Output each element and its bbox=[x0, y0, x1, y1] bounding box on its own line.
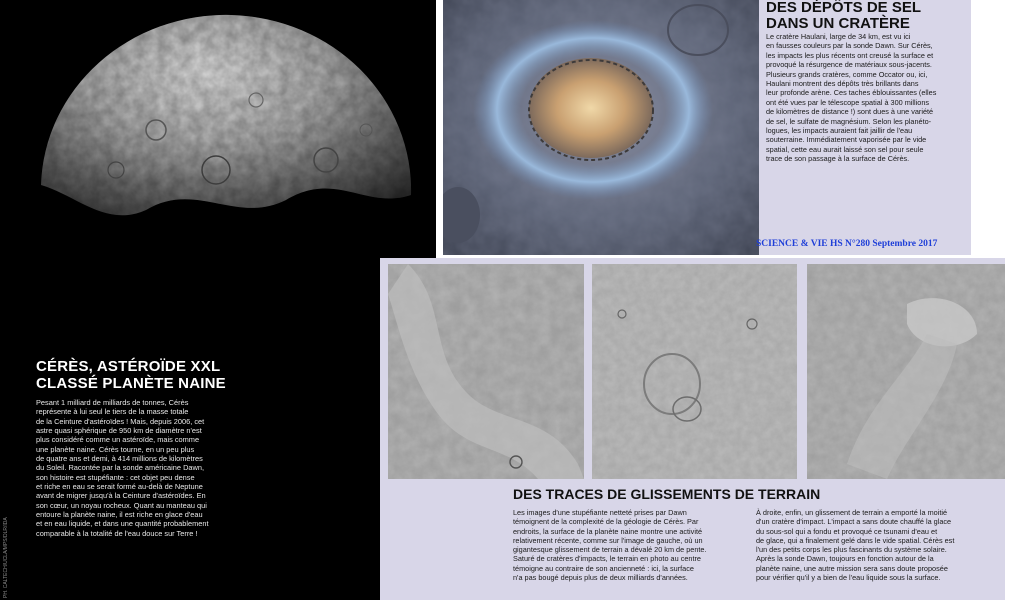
magazine-reference: SCIENCE & VIE HS N°280 Septembre 2017 bbox=[756, 239, 938, 249]
body-line: et riche en eau se serait formé au-delà de Neptune bbox=[36, 482, 203, 492]
landslide-body-column-1 bbox=[513, 508, 743, 582]
body-line: son histoire est stupéfiante : cet objet peu dense bbox=[36, 472, 195, 482]
body-line: astre quasi sphérique de 950 km de diamètre n'est bbox=[36, 426, 202, 436]
body-line: de sel, le sulfate de magnésium. Selon les planéto- bbox=[766, 116, 932, 126]
body-line: Saturé de cratères d'impacts, le terrain en photo au centre bbox=[513, 554, 701, 564]
left-title-line: CLASSÉ PLANÈTE NAINE bbox=[36, 375, 226, 392]
body-line: gigantesque glissement de terrain a dévalé 20 km de pente. bbox=[513, 545, 707, 555]
body-line: du sous-sol qui a fondu et provoqué ce tsunami d'eau et bbox=[756, 526, 938, 536]
body-line: endroits, la surface de la planète naine montre une activité bbox=[513, 526, 703, 536]
body-line: spatial, cette eau aurait laissé son sel pour seule bbox=[766, 144, 924, 154]
crater-article-body bbox=[766, 32, 966, 164]
crater-title-line: DANS UN CRATÈRE bbox=[766, 15, 910, 32]
left-article-body bbox=[36, 398, 240, 538]
body-line: souterraine. Immédiatement vaporisée par le vide bbox=[766, 135, 927, 145]
body-line: comparable à la totalité de l'eau douce sur Terre ! bbox=[36, 528, 198, 538]
body-line: de la Ceinture d'astéroïdes ! Mais, depuis 2006, cet bbox=[36, 416, 205, 426]
body-line: relativement récente, comme sur l'image de gauche, où un bbox=[513, 535, 703, 545]
body-line: et en eau liquide, et dans une quantité probablement bbox=[36, 519, 209, 529]
body-line: provoqué la résurgence de matériaux sous-jacents. bbox=[766, 60, 932, 70]
body-line: ont été vues par le télescope spatial à 300 millions bbox=[766, 97, 930, 107]
crater-article-title bbox=[766, 0, 966, 32]
body-line: une planète naine. Cérès tourne, en un peu plus bbox=[36, 444, 195, 454]
landslide-image-right bbox=[807, 264, 1005, 479]
ceres-half-image bbox=[36, 10, 416, 230]
body-line: en fausses couleurs par la sonde Dawn. Sur Cérès, bbox=[766, 41, 933, 51]
body-line: Pesant 1 milliard de milliards de tonnes, Cérès bbox=[36, 398, 189, 407]
body-line: représente à lui seul le tiers de la masse totale bbox=[36, 407, 189, 417]
left-article-title bbox=[36, 358, 336, 392]
body-line: logues, les impacts auraient fait jaillir de l'eau bbox=[766, 126, 913, 136]
body-line: trace de son passage à la surface de Cérès. bbox=[766, 154, 910, 164]
landslide-image-center bbox=[592, 264, 797, 479]
body-line: plus considéré comme un astéroïde, mais comme bbox=[36, 435, 200, 445]
body-line: d'un cratère d'impact. L'impact a sans doute chauffé la glace bbox=[756, 517, 952, 527]
body-line: avant de migrer jusqu'à la Ceinture d'astéroïdes. En bbox=[36, 491, 206, 501]
photo-credit: PH. CALTECH/UCLA/MPS/DLR/IDA bbox=[3, 517, 9, 598]
body-line: planète naine, une autre mission sera sans doute proposée bbox=[756, 563, 948, 573]
body-line: l'un des petits corps les plus fascinants du système solaire. bbox=[756, 545, 947, 555]
body-line: n'a pas bougé depuis plus de deux milliards d'années. bbox=[513, 573, 688, 583]
body-line: son cœur, un noyau rocheux. Quant au manteau qui bbox=[36, 500, 207, 510]
body-line: Le cratère Haulani, large de 34 km, est vu ici bbox=[766, 32, 911, 41]
body-line: du Soleil. Racontée par la sonde américaine Dawn, bbox=[36, 463, 205, 473]
body-line: Les images d'une stupéfiante netteté prises par Dawn bbox=[513, 508, 687, 517]
body-line: Plusieurs grands cratères, comme Occator ou, ici, bbox=[766, 69, 928, 79]
body-line: les impacts les plus récents ont creusé la surface et bbox=[766, 50, 934, 60]
landslide-body-column-2 bbox=[756, 508, 986, 582]
body-line: Après la sonde Dawn, toujours en fonction autour de la bbox=[756, 554, 934, 564]
landslide-article-title: DES TRACES DE GLISSEMENTS DE TERRAIN bbox=[513, 486, 821, 502]
body-line: de glace, qui a finalement gelé dans le vide spatial. Cérès est bbox=[756, 535, 955, 545]
body-line: de kilomètres de distance !) sont dues à une variété bbox=[766, 107, 934, 117]
left-title-line: CÉRÈS, ASTÉROÏDE XXL bbox=[36, 358, 221, 375]
body-line: À droite, enfin, un glissement de terrain a emporté la moitié bbox=[756, 508, 948, 517]
body-line: pour vérifier qu'il y a bien de l'eau liquide sous la surface. bbox=[756, 573, 941, 583]
haulani-crater-image bbox=[443, 0, 759, 255]
body-line: leur profonde arène. Ces taches éblouissantes (elles bbox=[766, 88, 937, 98]
landslide-image-left bbox=[388, 264, 584, 479]
body-line: de quatre ans et demi, à 414 millions de kilomètres bbox=[36, 454, 203, 464]
body-line: entoure la planète naine, il est riche en glace d'eau bbox=[36, 510, 203, 520]
body-line: témoigne au contraire de son ancienneté : ici, la surface bbox=[513, 563, 694, 573]
body-line: Haulani montrent des dépôts très brillants dans bbox=[766, 79, 919, 89]
crater-title-line: DES DÉPÔTS DE SEL bbox=[766, 0, 922, 16]
body-line: témoignent de la complexité de la géologie de Cérès. Par bbox=[513, 517, 699, 527]
